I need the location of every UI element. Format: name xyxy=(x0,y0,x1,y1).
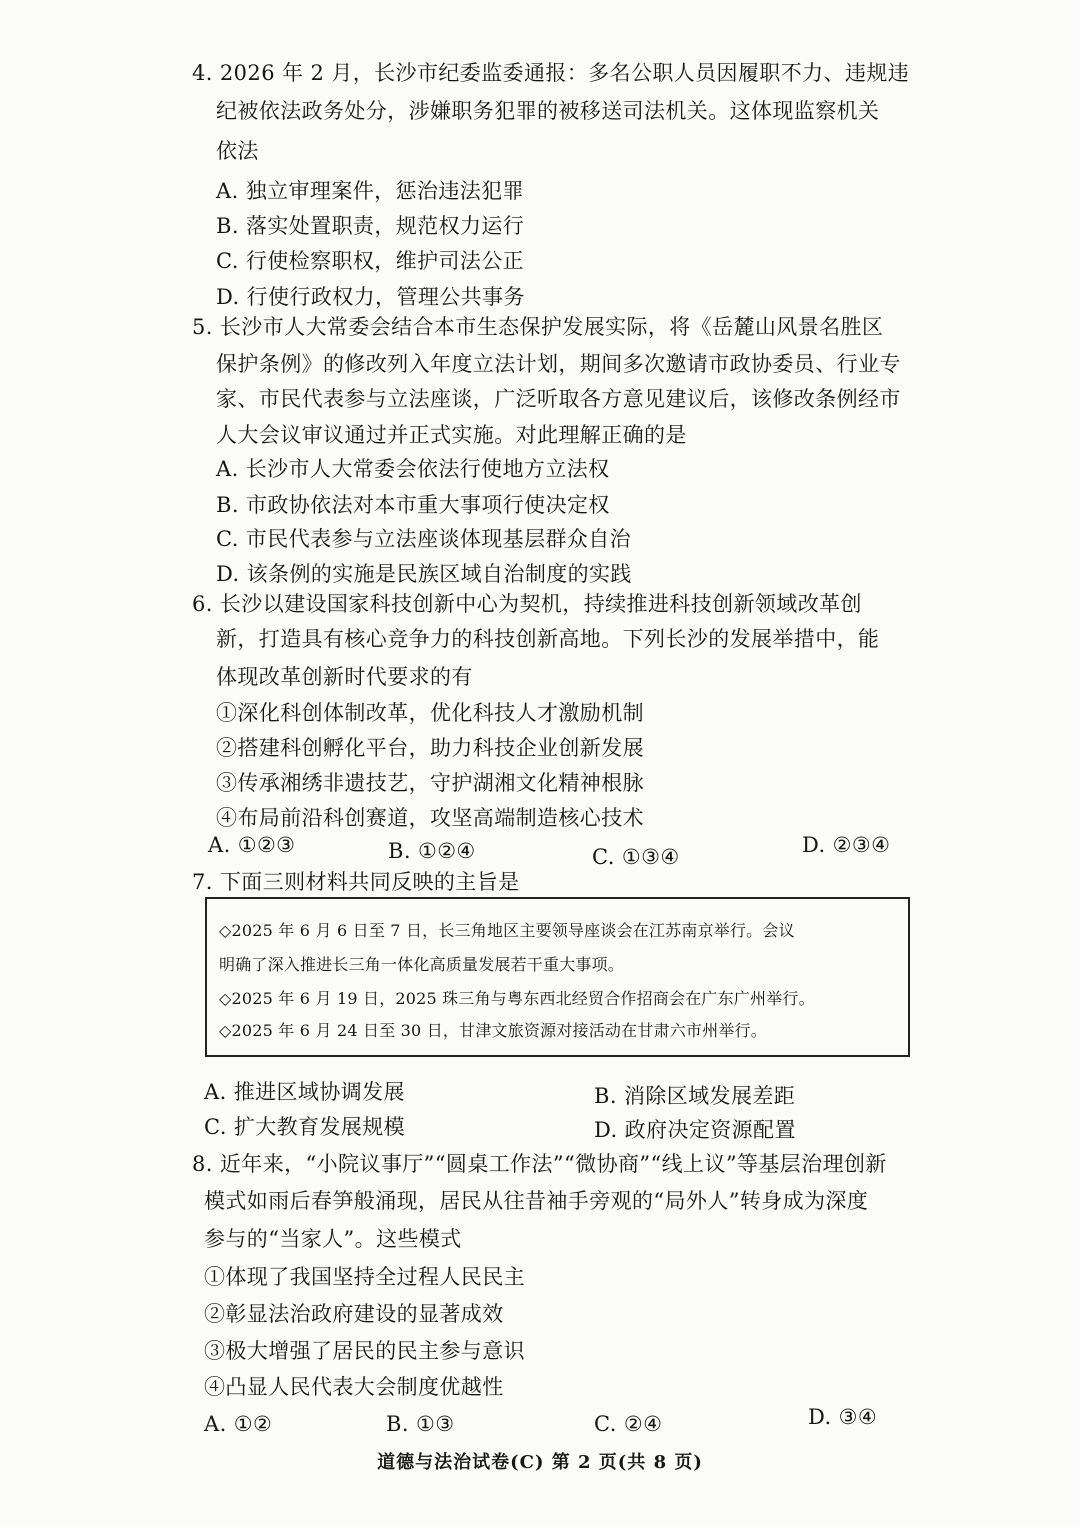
option-a: A. 推进区域协调发展 xyxy=(204,1080,405,1104)
question-stem-line: 保护条例》的修改列入年度立法计划，期间多次邀请市政协委员、行业专 xyxy=(216,352,901,376)
material-box xyxy=(205,897,910,1057)
option-c: C. 行使检察职权，维护司法公正 xyxy=(216,249,525,273)
question-stem-line: 人大会议审议通过并正式实施。对此理解正确的是 xyxy=(216,423,687,447)
option-a: A. ①②③ xyxy=(208,833,296,857)
option-c: C. 扩大教育发展规模 xyxy=(204,1115,406,1139)
option-c: C. ②④ xyxy=(594,1412,663,1436)
option-d: D. ③④ xyxy=(808,1405,878,1429)
option-a: A. 独立审理案件，惩治违法犯罪 xyxy=(216,179,524,203)
option-c: C. 市民代表参与立法座谈体现基层群众自治 xyxy=(216,527,632,551)
statement-1: ①体现了我国坚持全过程人民民主 xyxy=(204,1265,525,1289)
question-stem-line: 8. 近年来，“小院议事厅”“圆桌工作法”“微协商”“线上议”等基层治理创新 xyxy=(192,1152,887,1176)
option-b: B. ①③ xyxy=(386,1412,455,1436)
question-stem-line: 模式如雨后春笋般涌现，居民从往昔袖手旁观的“局外人”转身成为深度 xyxy=(204,1189,869,1213)
question-stem-line: 家、市民代表参与立法座谈，广泛听取各方意见建议后，该修改条例经市 xyxy=(216,387,901,411)
page-footer: 道德与法治试卷(C) 第 2 页(共 8 页) xyxy=(377,1452,703,1473)
option-b: B. 市政协依法对本市重大事项行使决定权 xyxy=(216,493,610,517)
material-line: ◇2025 年 6 月 19 日，2025 珠三角与粤东西北经贸合作招商会在广东广州举行。 xyxy=(219,989,815,1008)
statement-1: ①深化科创体制改革，优化科技人才激励机制 xyxy=(216,701,644,725)
option-d: D. 行使行政权力，管理公共事务 xyxy=(216,285,525,309)
option-b: B. 消除区域发展差距 xyxy=(594,1084,796,1108)
statement-3: ③传承湘绣非遗技艺，守护湖湘文化精神根脉 xyxy=(216,771,644,795)
option-d: D. ②③④ xyxy=(802,833,891,857)
material-line: ◇2025 年 6 月 24 日至 30 日，甘津文旅资源对接活动在甘肃六市州举行。 xyxy=(219,1021,767,1040)
statement-4: ④布局前沿科创赛道，攻坚高端制造核心技术 xyxy=(216,806,644,830)
statement-4: ④凸显人民代表大会制度优越性 xyxy=(204,1375,504,1399)
question-stem-line: 依法 xyxy=(216,139,259,163)
question-stem-line: 体现改革创新时代要求的有 xyxy=(216,665,473,689)
statement-3: ③极大增强了居民的民主参与意识 xyxy=(204,1339,525,1363)
question-stem-line: 4. 2026 年 2 月，长沙市纪委监委通报：多名公职人员因履职不力、违规违 xyxy=(192,61,910,85)
statement-2: ②彰显法治政府建设的显著成效 xyxy=(204,1302,504,1326)
option-d: D. 政府决定资源配置 xyxy=(594,1118,796,1142)
question-stem-line: 参与的“当家人”。这些模式 xyxy=(204,1227,462,1251)
question-stem-line: 6. 长沙以建设国家科技创新中心为契机，持续推进科技创新领域改革创 xyxy=(192,592,862,616)
material-line: 明确了深入推进长三角一体化高质量发展若干重大事项。 xyxy=(219,955,625,974)
option-d: D. 该条例的实施是民族区域自治制度的实践 xyxy=(216,562,632,586)
question-stem-line: 7. 下面三则材料共同反映的主旨是 xyxy=(192,870,520,894)
question-stem-line: 新，打造具有核心竞争力的科技创新高地。下列长沙的发展举措中，能 xyxy=(216,627,880,651)
option-b: B. ①②④ xyxy=(388,839,476,863)
option-a: A. 长沙市人大常委会依法行使地方立法权 xyxy=(216,457,610,481)
option-b: B. 落实处置职责，规范权力运行 xyxy=(216,214,525,238)
option-a: A. ①② xyxy=(204,1412,273,1436)
question-stem-line: 纪被依法政务处分，涉嫌职务犯罪的被移送司法机关。这体现监察机关 xyxy=(216,99,880,123)
statement-2: ②搭建科创孵化平台，助力科技企业创新发展 xyxy=(216,736,644,760)
option-c: C. ①③④ xyxy=(592,845,680,869)
material-line: ◇2025 年 6 月 6 日至 7 日，长三角地区主要领导座谈会在江苏南京举行。会议 xyxy=(219,921,795,940)
question-stem-line: 5. 长沙市人大常委会结合本市生态保护发展实际，将《岳麓山风景名胜区 xyxy=(192,315,884,339)
